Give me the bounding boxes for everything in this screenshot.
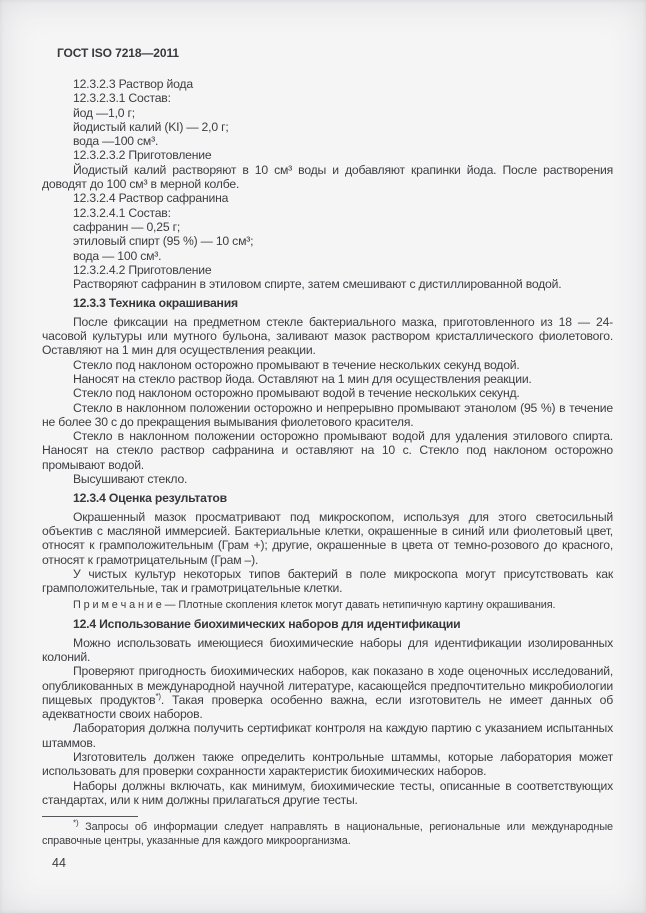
text-run: Проверяют пригодность биохимических наборов, как показано в ходе оценочных исследований, опубликованных в международной научной литературе, касающейся предпочтительно микробиологии пищевых продуктов bbox=[42, 664, 613, 707]
body-paragraph: Окрашенный мазок просматривают под микроскопом, используя для этого светосильный объектив с масляной иммерсией. Бактериальные клетки, окрашенные в синий или фиолетовый цвет, относят к грамположительным (Грам +); другие, окрашенные в цвета от темно-розового до красного, относят к грамотрицательным (Грам –). bbox=[42, 509, 613, 567]
body-paragraph: йод —1,0 г; bbox=[73, 105, 135, 120]
body-paragraph: Йодистый калий растворяют в 10 см³ воды и добавляют крапинки йода. После растворения доводят до 100 см³ в мерной колбе. bbox=[42, 162, 613, 192]
body-paragraph: 12.3.2.4 Раствор сафранина bbox=[73, 191, 229, 206]
body-paragraph: вода — 100 см³. bbox=[73, 248, 162, 263]
note-paragraph: П р и м е ч а н и е — Плотные скопления клеток могут давать нетипичную картину окрашивания. bbox=[73, 599, 556, 612]
body-paragraph: Лаборатория должна получить сертификат контроля на каждую партию с указанием испытанных штаммов. bbox=[42, 721, 613, 750]
page-header-standard-code: ГОСТ ISO 7218—2011 bbox=[57, 46, 179, 60]
footnote-separator bbox=[42, 816, 138, 817]
page-number: 44 bbox=[52, 856, 66, 870]
body-paragraph: Наборы должны включать, как минимум, биохимические тесты, описанные в соответствующих стандартах, или к ним должны прилагаться другие тесты. bbox=[42, 778, 613, 807]
body-paragraph: этиловый спирт (95 %) — 10 см³; bbox=[73, 234, 254, 249]
body-paragraph: 12.3.2.3.1 Состав: bbox=[73, 91, 171, 106]
body-paragraph: йодистый калий (KI) — 2,0 г; bbox=[73, 119, 229, 134]
body-paragraph: 12.3.2.3.2 Приготовление bbox=[73, 148, 212, 163]
section-heading: 12.4 Использование биохимических наборов для идентификации bbox=[73, 617, 461, 632]
body-paragraph: Стекло в наклонном положении осторожно промывают водой для удаления этилового спирта. Наносят на стекло раствор сафранина и оставляют на 10 с. Стекло под наклоном осторожно промывают водой. bbox=[42, 429, 613, 472]
body-paragraph: Наносят на стекло раствор йода. Оставляют на 1 мин для осуществления реакции. bbox=[73, 371, 532, 386]
body-paragraph: Стекло в наклонном положении осторожно и непрерывно промывают этанолом (95 %) в течение не более 30 с до прекращения вымывания фиолетового красителя. bbox=[42, 400, 613, 429]
body-paragraph: Высушивают стекло. bbox=[73, 472, 188, 487]
body-paragraph: Стекло под наклоном осторожно промывают в течение нескольких секунд водой. bbox=[73, 357, 520, 372]
body-paragraph: После фиксации на предметном стекле бактериального мазка, приготовленного из 18 — 24-часовой культуры или мутного бульона, заливают мазок раствором кристаллического фиолетового. Оставляют на 1 мин для осуществления реакции. bbox=[42, 314, 613, 358]
section-heading: 12.3.3 Техника окрашивания bbox=[73, 296, 238, 311]
body-paragraph: 12.3.2.4.2 Приготовление bbox=[73, 262, 212, 277]
body-paragraph: вода —100 см³. bbox=[73, 134, 159, 149]
body-paragraph: Можно использовать имеющиеся биохимические наборы для идентификации изолированных колоний. bbox=[42, 635, 613, 664]
footnote-marker: *) bbox=[73, 818, 79, 828]
body-paragraph bbox=[42, 664, 613, 721]
body-paragraph: Изготовитель должен также определить контрольные штаммы, которые лаборатория может использовать для проверки сохранности характеристик биохимических наборов. bbox=[42, 750, 613, 779]
body-paragraph: 12.3.2.3 Раствор йода bbox=[73, 77, 193, 91]
body-paragraph: Растворяют сафранин в этиловом спирте, затем смешивают с дистиллированной водой. bbox=[73, 277, 562, 292]
footnote-marker: *) bbox=[155, 691, 161, 701]
section-heading: 12.3.4 Оценка результатов bbox=[73, 491, 227, 506]
text-run: . Такая проверка особенно важна, если изготовитель не имеет данных об адекватности своих наборов. bbox=[42, 692, 614, 722]
body-paragraph: сафранин — 0,25 г; bbox=[73, 219, 181, 234]
body-paragraph: У чистых культур некоторых типов бактерий в поле микроскопа могут присутствовать как грамположительные, так и грамотрицательные клетки. bbox=[42, 566, 613, 596]
body-paragraph: Стекло под наклоном осторожно промывают водой в течение нескольких секунд. bbox=[73, 386, 520, 401]
footnote-text bbox=[42, 818, 613, 848]
body-paragraph: 12.3.2.4.1 Состав: bbox=[73, 205, 171, 220]
text-run: Запросы об информации следует направлять в национальные, региональные или международные справочные центры, указанные для каждого микроорганизма. bbox=[42, 821, 613, 847]
document-body bbox=[42, 77, 613, 848]
